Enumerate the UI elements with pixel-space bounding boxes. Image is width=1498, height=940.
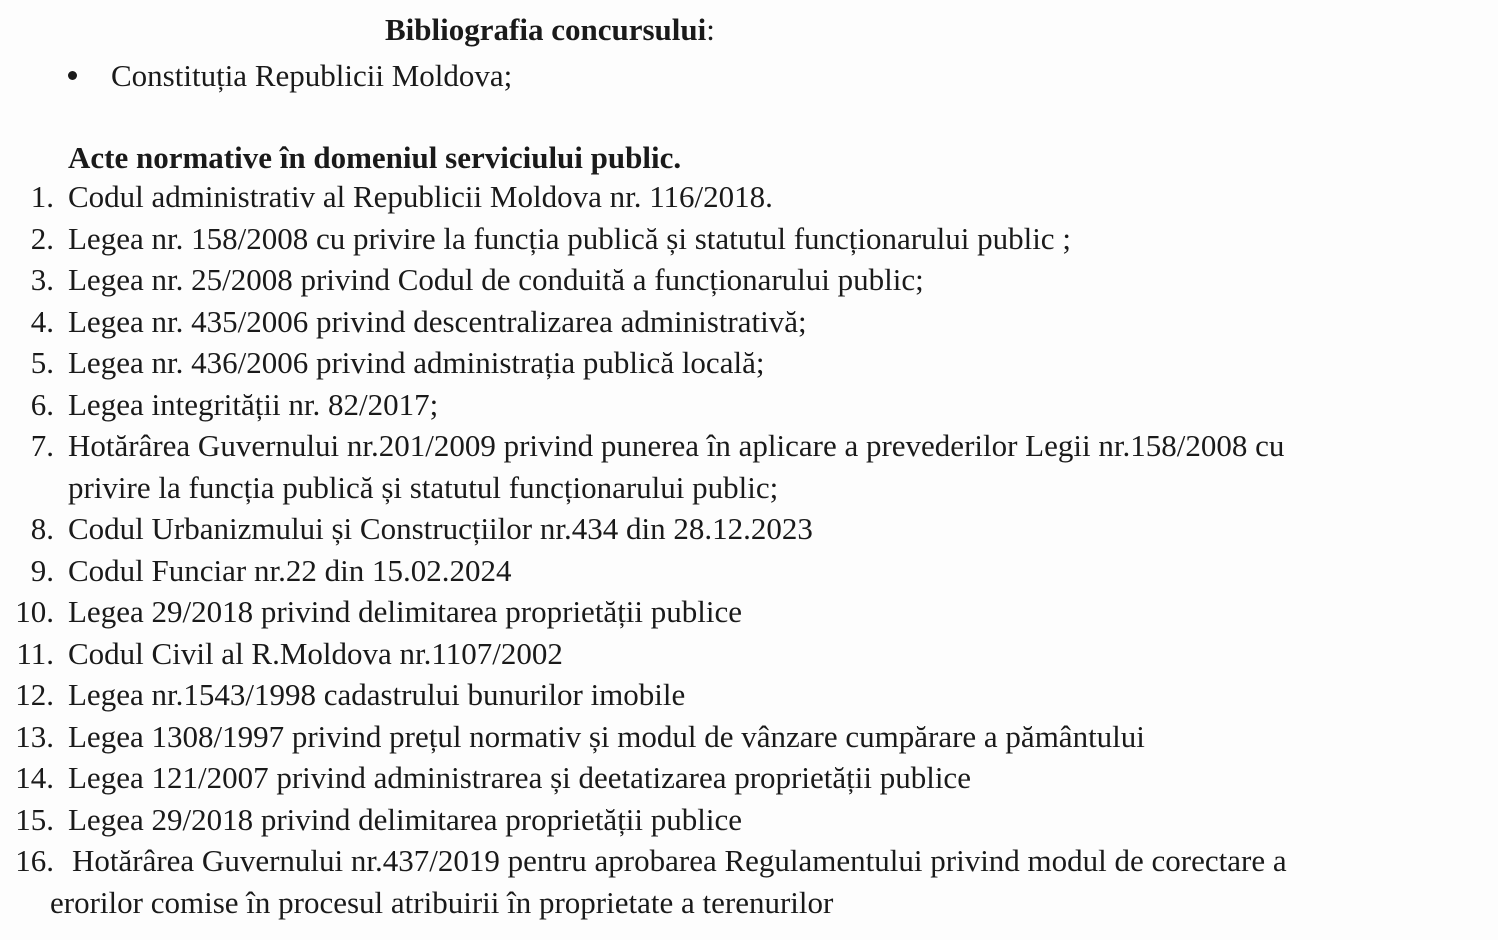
item-number: 14. bbox=[15, 760, 54, 795]
item-number: 7. bbox=[30, 428, 54, 463]
title-colon: : bbox=[706, 12, 715, 47]
item-number: 4. bbox=[30, 303, 54, 339]
page-title bbox=[385, 12, 715, 48]
item-text: Codul Civil al R.Moldova nr.1107/2002 bbox=[68, 635, 563, 671]
list-item bbox=[0, 550, 1498, 592]
item-number: 9. bbox=[30, 552, 54, 588]
item-number: 15. bbox=[15, 801, 54, 837]
bullet-item bbox=[64, 58, 512, 94]
item-number: 11. bbox=[16, 635, 54, 671]
item-text: Codul Funciar nr.22 din 15.02.2024 bbox=[68, 552, 512, 588]
list-item bbox=[0, 633, 1498, 675]
list-item bbox=[0, 508, 1498, 550]
list-item bbox=[0, 176, 1498, 218]
list-item bbox=[0, 674, 1498, 716]
normative-acts-list bbox=[0, 176, 1498, 923]
list-item bbox=[0, 799, 1498, 841]
item-text: Codul administrativ al Republicii Moldova nr. 116/2018. bbox=[68, 179, 773, 214]
list-item bbox=[0, 218, 1498, 260]
item-text: Legea 29/2018 privind delimitarea proprietății publice bbox=[68, 801, 743, 837]
list-item bbox=[0, 342, 1498, 384]
item-number: 3. bbox=[30, 262, 54, 297]
item-number: 6. bbox=[30, 386, 54, 422]
item-text: Codul Urbanizmului și Construcțiilor nr.434 din 28.12.2023 bbox=[68, 511, 813, 546]
item-number: 10. bbox=[15, 594, 54, 629]
item-text-continued: privire la funcția publică și statutul funcționarului public; bbox=[68, 469, 779, 505]
item-number: 1. bbox=[30, 179, 54, 214]
list-item bbox=[0, 591, 1498, 633]
list-item bbox=[0, 716, 1498, 758]
item-text: Legea nr. 435/2006 privind descentralizarea administrativă; bbox=[68, 303, 807, 339]
item-text: Legea integrității nr. 82/2017; bbox=[68, 386, 439, 422]
item-text: Legea 121/2007 privind administrarea și deetatizarea proprietății publice bbox=[68, 760, 971, 795]
item-text: Legea nr. 25/2008 privind Codul de conduită a funcționarului public; bbox=[68, 262, 924, 297]
list-item bbox=[0, 259, 1498, 301]
list-item bbox=[0, 384, 1498, 426]
item-number: 16. bbox=[15, 843, 54, 878]
section-heading: Acte normative în domeniul serviciului public. bbox=[68, 140, 682, 175]
list-item bbox=[0, 425, 1498, 508]
item-text: Legea nr. 158/2008 cu privire la funcția publică și statutul funcționarului public ; bbox=[68, 220, 1071, 256]
item-number: 8. bbox=[30, 511, 54, 546]
bullet-dot-icon bbox=[68, 71, 77, 80]
bullet-text: Constituția Republicii Moldova; bbox=[111, 58, 513, 93]
item-number: 2. bbox=[30, 220, 54, 256]
item-text: Legea nr.1543/1998 cadastrului bunurilor imobile bbox=[68, 677, 686, 712]
item-number: 12. bbox=[15, 677, 54, 712]
item-text: Hotărârea Guvernului nr.201/2009 privind punerea în aplicare a prevederilor Legii nr.158/2008 cu bbox=[68, 428, 1285, 463]
title-text: Bibliografia concursului bbox=[385, 12, 707, 47]
item-text: Legea 29/2018 privind delimitarea proprietății publice bbox=[68, 594, 743, 629]
item-text: Hotărârea Guvernului nr.437/2019 pentru aprobarea Regulamentului privind modul de corectare a bbox=[72, 843, 1287, 878]
item-number: 13. bbox=[15, 718, 54, 754]
list-item bbox=[0, 301, 1498, 343]
item-number: 5. bbox=[30, 345, 54, 380]
item-text: Legea nr. 436/2006 privind administrația publică locală; bbox=[68, 345, 765, 380]
list-item bbox=[0, 840, 1498, 923]
item-text-continued: erorilor comise în procesul atribuirii în proprietate a terenurilor bbox=[50, 884, 834, 920]
item-text: Legea 1308/1997 privind prețul normativ și modul de vânzare cumpărare a pământului bbox=[68, 718, 1145, 754]
list-item bbox=[0, 757, 1498, 799]
